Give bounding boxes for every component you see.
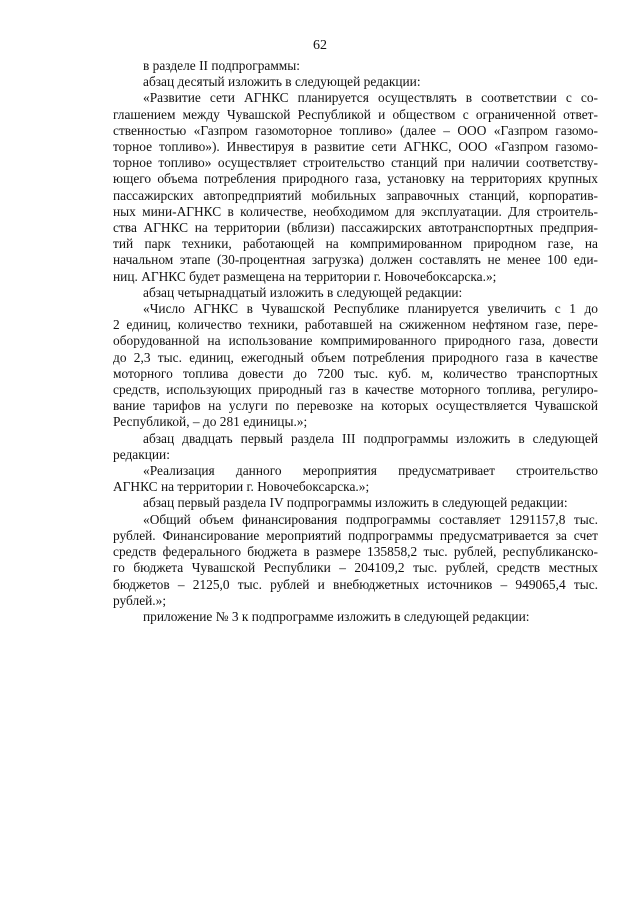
paragraph [113, 431, 598, 463]
page-number: 62 [313, 38, 327, 53]
paragraph-line: оборудованной на использование компримированного природного газа, довести [113, 333, 598, 349]
paragraph-line: редакции: [113, 446, 170, 462]
paragraph [113, 74, 598, 90]
paragraph-line: ственностью «Газпром газомоторное топливо» (далее – ООО «Газпром газомо- [113, 122, 598, 138]
paragraph-line: рублей. Финансирование мероприятий подпрограммы предусматривается за счет [113, 527, 598, 543]
paragraph [113, 90, 598, 284]
paragraph-line: в разделе II подпрограммы: [143, 58, 300, 73]
paragraph-line: «Развитие сети АГНКС планируется осуществлять в соответствии с со- [143, 90, 598, 106]
paragraph-line: АГНКС на территории г. Новочебоксарска.»; [113, 479, 370, 495]
paragraph-line: рублей.»; [113, 592, 167, 608]
paragraph-line: абзац десятый изложить в следующей редакции: [143, 74, 421, 90]
paragraph-line: «Число АГНКС в Чувашской Республике планируется увеличить с 1 до [143, 301, 598, 317]
paragraph-line: ющего объема потребления природного газа, установку на территориях крупных [113, 171, 598, 187]
paragraph-line: моторного топлива довести до 7200 тыс. куб. м, количество транспортных [113, 365, 598, 381]
paragraph [113, 285, 598, 301]
paragraph-line: абзац первый раздела IV подпрограммы изложить в следующей редакции: [143, 495, 568, 511]
paragraph [113, 609, 598, 625]
paragraph-line: вание тарифов на услуги по перевозке на которых осуществляется Чувашской [113, 398, 598, 414]
paragraph-line: Республикой, – до 281 единицы.»; [113, 414, 308, 430]
paragraph-line: «Реализация данного мероприятия предусматривает строительство [143, 463, 598, 479]
paragraph-line: глашением между Чувашской Республикой и обществом с ограниченной ответ- [113, 106, 598, 122]
paragraph-line: начальном этапе (30-процентная загрузка) должен составлять не менее 100 еди- [113, 252, 598, 268]
paragraph-line: ниц. АГНКС будет размещена на территории г. Новочебоксарска.»; [113, 268, 497, 284]
paragraph-line: го бюджета Чувашской Республики – 204109,2 тыс. рублей, средств местных [113, 560, 598, 576]
paragraph-line: до 2,3 тыс. единиц, ежегодный объем потребления природного газа в качестве [113, 349, 598, 365]
paragraph [113, 463, 598, 495]
paragraph [113, 301, 598, 431]
document-body [113, 58, 598, 625]
paragraph-line: 2 единиц, количество техники, работавшей на сжиженном нефтяном газе, пере- [113, 317, 598, 333]
paragraph-line: бюджетов – 2125,0 тыс. рублей и внебюджетных источников – 949065,4 тыс. [113, 576, 598, 592]
paragraph-line: тий парк техники, работающей на компримированном природном газе, на [113, 236, 598, 252]
paragraph-line: торное топливо» осуществляет строительство станций при наличии соответству- [113, 155, 598, 171]
paragraph-line: «Общий объем финансирования подпрограммы составляет 1291157,8 тыс. [143, 511, 598, 527]
paragraph [113, 495, 598, 511]
paragraph [113, 58, 598, 74]
paragraph-line: абзац четырнадцатый изложить в следующей редакции: [143, 284, 463, 300]
paragraph-line: ных мини-АГНКС в количестве, необходимом для эксплуатации. Для строитель- [113, 203, 598, 219]
paragraph-line: приложение № 3 к подпрограмме изложить в следующей редакции: [143, 608, 530, 624]
paragraph-line: абзац двадцать первый раздела III подпрограммы изложить в следующей [143, 430, 598, 446]
paragraph-line: средств федерального бюджета в размере 135858,2 тыс. рублей, республиканско- [113, 544, 598, 560]
paragraph-line: средств, использующих природный газ в качестве моторного топлива, регулиро- [113, 382, 598, 398]
paragraph [113, 512, 598, 609]
paragraph-line: ства АГНКС на территории (вблизи) пассажирских автотранспортных предприя- [113, 220, 598, 236]
paragraph-line: пассажирских автопредприятий мобильных заправочных станций, корпоратив- [113, 187, 598, 203]
paragraph-line: торное топливо»). Инвестируя в развитие сети АГНКС, ООО «Газпром газомо- [113, 139, 598, 155]
